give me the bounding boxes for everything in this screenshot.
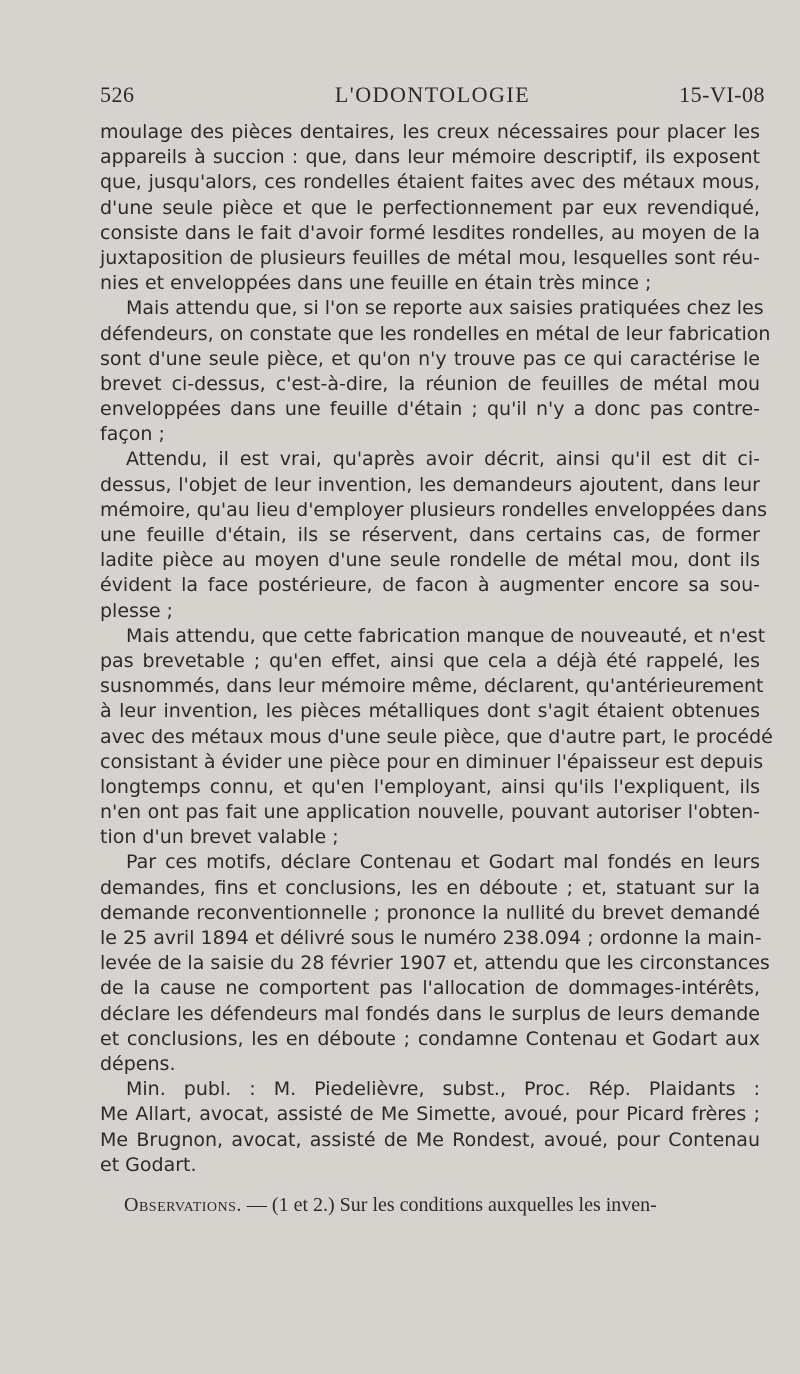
text-line: consiste dans le fait d'avoir formé lesdites rondelles, au moyen de la [100, 221, 760, 244]
text-line: et conclusions, les en déboute ; condamne Contenau et Godart aux [100, 1027, 760, 1050]
observations-label: Observations. [124, 1194, 242, 1216]
text-line: évident la face postérieure, de facon à augmenter encore sa sou- [100, 574, 760, 597]
text-line: Me Brugnon, avocat, assisté de Me Rondest, avoué, pour Contenau [100, 1128, 760, 1151]
text-line: moulage des pièces dentaires, les creux nécessaires pour placer les [100, 121, 760, 143]
text-line: Mais attendu que, si l'on se reporte aux saisies pratiquées chez les [126, 297, 764, 320]
text-line: d'une seule pièce et que le perfectionnement par eux revendiqué, [100, 196, 760, 219]
text-line: dépens. [100, 1052, 176, 1075]
text-line: et Godart. [100, 1153, 197, 1176]
text-line: appareils à succion : que, dans leur mémoire descriptif, ils exposent [100, 146, 760, 169]
text-line: le 25 avril 1894 et délivré sous le numéro 238.094 ; ordonne la main- [100, 927, 762, 949]
text-line: Mais attendu, que cette fabrication manque de nouveauté, et n'est [126, 624, 766, 647]
observations-line [124, 1194, 760, 1217]
text-line: de la cause ne comportent pas l'allocation de dommages-intérêts, [100, 977, 760, 1000]
text-line: tion d'un brevet valable ; [100, 826, 339, 849]
text-line: enveloppées dans une feuille d'étain ; qu'il n'y a donc pas contre- [100, 398, 760, 421]
page-number: 526 [100, 82, 135, 107]
text-line: nies et enveloppées dans une feuille en étain très mince ; [100, 272, 652, 295]
text-line: levée de la saisie du 28 février 1907 et, attendu que les circonstances [100, 952, 770, 975]
text-line: à leur invention, les pièces métalliques dont s'agit étaient obtenues [100, 700, 760, 723]
text-line: longtemps connu, et qu'en l'employant, ainsi qu'ils l'expliquent, ils [100, 775, 760, 798]
text-line: façon ; [100, 423, 165, 446]
text-line: Attendu, il est vrai, qu'après avoir décrit, ainsi qu'il est dit ci- [126, 448, 760, 471]
text-line: sont d'une seule pièce, et qu'on n'y trouve pas ce qui caractérise le [100, 347, 760, 370]
observations-text: — (1 et 2.) Sur les conditions auxquelles les inven- [241, 1194, 657, 1216]
text-line: pas brevetable ; qu'en effet, ainsi que cela a déjà été rappelé, les [100, 649, 760, 672]
text-line: juxtaposition de plusieurs feuilles de métal mou, lesquelles sont réu- [100, 246, 760, 269]
text-line: consistant à évider une pièce pour en diminuer l'épaisseur est depuis [100, 750, 764, 773]
text-line: Min. publ. : M. Piedelièvre, subst., Proc. Rép. Plaidants : [126, 1078, 760, 1101]
text-line: ladite pièce au moyen d'une seule rondelle de métal mou, dont ils [100, 549, 760, 572]
page-header [100, 82, 765, 112]
text-line: mémoire, qu'au lieu d'employer plusieurs rondelles enveloppées dans [100, 498, 768, 521]
journal-title: L'ODONTOLOGIE [334, 82, 531, 107]
text-line: brevet ci-dessus, c'est-à-dire, la réunion de feuilles de métal mou [100, 372, 760, 395]
text-line: que, jusqu'alors, ces rondelles étaient faites avec des métaux mous, [100, 171, 760, 194]
issue-date: 15-VI-08 [679, 82, 765, 107]
text-line: avec des métaux mous d'une seule pièce, que d'autre part, le procédé [100, 725, 773, 748]
text-line: une feuille d'étain, ils se réservent, dans certains cas, de former [100, 524, 760, 546]
text-line: plesse ; [100, 599, 173, 622]
text-line: susnommés, dans leur mémoire même, déclarent, qu'antérieurement [100, 675, 764, 698]
text-line: déclare les défendeurs mal fondés dans le surplus de leurs demande [100, 1002, 760, 1025]
text-line: Par ces motifs, déclare Contenau et Godart mal fondés en leurs [126, 851, 760, 874]
text-line: demande reconventionnelle ; prononce la nullité du brevet demandé [100, 901, 760, 924]
body-text [100, 120, 773, 1178]
text-line: demandes, fins et conclusions, les en déboute ; et, statuant sur la [100, 876, 760, 899]
text-line: Me Allart, avocat, assisté de Me Simette, avoué, pour Picard frères ; [100, 1103, 760, 1126]
text-line: dessus, l'objet de leur invention, les demandeurs ajoutent, dans leur [100, 473, 760, 496]
text-line: défendeurs, on constate que les rondelles en métal de leur fabrication [100, 322, 771, 345]
text-line: n'en ont pas fait une application nouvelle, pouvant autoriser l'obten- [100, 801, 760, 824]
